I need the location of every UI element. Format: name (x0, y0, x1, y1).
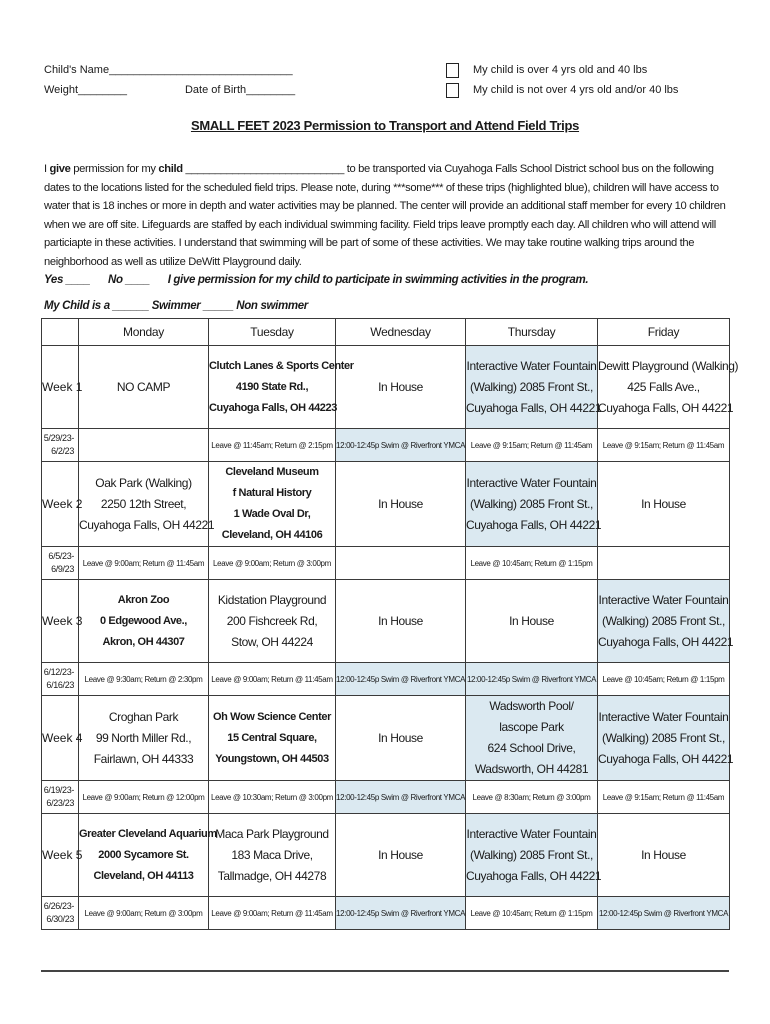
trip-address-line: Cleveland, OH 44113 (93, 869, 194, 882)
trip-location-name: In House (509, 613, 554, 628)
trip-location-name: In House (641, 847, 686, 862)
trip-address-line: Wadsworth, OH 44281 (474, 762, 589, 776)
week-dates (42, 429, 79, 462)
trip-address-line: f Natural History (232, 487, 312, 499)
trip-cell (79, 814, 217, 897)
week-date-line: 6/26/23- (43, 901, 74, 911)
week-row (42, 580, 730, 663)
trip-time: Leave @ 9:00am; Return @ 11:45am (209, 663, 336, 696)
trip-location-name: In House (641, 496, 686, 511)
week-label: Week 5 (42, 814, 79, 897)
trip-address-line: 0 Edgewood Ave., (100, 614, 187, 627)
trip-time (336, 547, 466, 580)
header-wednesday: Wednesday (336, 319, 466, 346)
not-over-4-label: My child is not over 4 yrs old and/or 40 lbs (473, 84, 679, 96)
trip-time: Leave @ 9:00am; Return @ 3:00pm (79, 897, 209, 930)
trip-cell (466, 814, 602, 897)
trip-address-line: 183 Maca Drive, (231, 847, 313, 862)
week-date-line: 6/16/23 (46, 680, 74, 690)
trip-cell (336, 580, 466, 663)
trip-address-line: Tallmadge, OH 44278 (217, 868, 327, 883)
trip-cell (79, 696, 209, 781)
field-trip-schedule-table (41, 318, 739, 930)
week-dates (42, 897, 79, 930)
swimmer-status-line[interactable]: My Child is a ______ Swimmer _____ Non swimmer (44, 300, 308, 312)
over-4-label: My child is over 4 yrs old and 40 lbs (473, 64, 648, 76)
trip-location-name: Cleveland Museum (225, 466, 319, 478)
trip-location-name: Clutch Lanes & Sports Center (209, 359, 354, 372)
trip-address-line: Cleveland, OH 44106 (221, 529, 323, 541)
trip-time: Leave @ 8:30am; Return @ 3:00pm (466, 781, 598, 814)
trip-address-line: (Walking) 2085 Front St., (470, 847, 593, 862)
trip-address-line: 99 North Miller Rd., (95, 730, 192, 745)
trip-address-line: 624 School Drive, (487, 741, 576, 755)
trip-location-name: Oh Wow Science Center (213, 710, 331, 723)
week-row (42, 346, 730, 429)
trip-time: Leave @ 9:00am; Return @ 3:00pm (209, 547, 336, 580)
trip-time: 12:00-12:45p Swim @ Riverfront YMCA (336, 897, 466, 930)
trip-address-line: lascope Park (499, 720, 564, 734)
time-row (42, 897, 730, 930)
time-row (42, 547, 730, 580)
trip-time: 12:00-12:45p Swim @ Riverfront YMCA (598, 897, 730, 930)
permission-paragraph: I give permission for my child ___________________________ to be transported via Cuyahoga Falls School District school bus on the following dates to the locations listed for the scheduled field trips. Please note, during ***some*** of these trips (highlighted blue), children will have access to water that is 18 inches or more in depth and water activities may be planned. The center will provide an additional staff member for every 10 children when we are off site. Lifeguards are staffed by each individual swimming facility. Field trips leave promptly each day. All children who will attend will particiapte in these activities. I understand that swimming will be part of some of these activities. We may take routine walking trips around the neighborhood as well as utilize DeWitt Playground daily. (44, 163, 726, 268)
week-dates (42, 663, 79, 696)
trip-cell (466, 462, 602, 547)
trip-location-name: Interactive Water Fountain (466, 358, 597, 373)
trip-cell (79, 580, 209, 663)
week-date-line: 6/12/23- (43, 667, 74, 677)
trip-time: Leave @ 9:00am; Return @ 11:45am (209, 897, 336, 930)
trip-cell (209, 814, 336, 897)
header-monday: Monday (79, 319, 209, 346)
trip-cell (336, 462, 466, 547)
trip-cell (79, 346, 209, 429)
weight-field[interactable]: Weight________ (44, 84, 127, 96)
trip-cell (79, 462, 215, 547)
trip-cell (598, 462, 730, 547)
trip-time: 12:00-12:45p Swim @ Riverfront YMCA (336, 781, 466, 814)
no-blank[interactable]: No ____ (108, 274, 150, 286)
trip-address-line: Fairlawn, OH 44333 (93, 751, 194, 766)
trip-cell (598, 580, 734, 663)
week-row (42, 462, 730, 547)
trip-address-line: Cuyahoga Falls, OH 44221 (598, 751, 734, 766)
date-of-birth-field[interactable]: Date of Birth________ (184, 84, 296, 96)
trip-address-line: Cuyahoga Falls, OH 44223 (209, 401, 337, 414)
week-date-line: 6/19/23- (43, 785, 74, 795)
trip-cell (466, 346, 602, 429)
trip-cell (336, 696, 466, 781)
page-title: SMALL FEET 2023 Permission to Transport and Attend Field Trips (190, 118, 580, 133)
trip-time: Leave @ 9:30am; Return @ 2:30pm (79, 663, 209, 696)
trip-time: 12:00-12:45p Swim @ Riverfront YMCA (466, 663, 598, 696)
trip-time: Leave @ 9:15am; Return @ 11:45am (598, 781, 730, 814)
trip-location-name: NO CAMP (116, 379, 171, 394)
trip-location-name: Wadsworth Pool/ (489, 699, 574, 713)
not-over-4-checkbox[interactable] (446, 83, 459, 98)
trip-cell (209, 346, 354, 429)
week-label: Week 3 (42, 580, 79, 663)
header-thursday: Thursday (466, 319, 598, 346)
week-date-line: 6/23/23 (46, 798, 74, 808)
trip-location-name: Interactive Water Fountain (598, 709, 729, 724)
trip-location-name: Akron Zoo (117, 593, 170, 606)
week-label: Week 1 (42, 346, 79, 429)
trip-cell (336, 814, 466, 897)
time-row (42, 429, 730, 462)
yes-blank[interactable]: Yes ____ (44, 274, 91, 286)
trip-cell (209, 696, 336, 781)
trip-address-line: Stow, OH 44224 (231, 634, 313, 649)
trip-cell (598, 814, 730, 897)
child-word: child (158, 163, 183, 175)
age-checkbox-group (446, 60, 678, 100)
trip-location-name: Dewitt Playground (Walking) (598, 358, 739, 373)
trip-address-line: Cuyahoga Falls, OH 44221 (466, 517, 602, 532)
trip-address-line: (Walking) 2085 Front St., (602, 613, 725, 628)
trip-address-line: Cuyahoga Falls, OH 44221 (79, 517, 215, 532)
give-word: give (49, 163, 71, 175)
trip-location-name: Interactive Water Fountain (466, 826, 597, 841)
trip-location-name: In House (378, 496, 423, 511)
trip-address-line: Cuyahoga Falls, OH 44221 (466, 400, 602, 415)
header-blank (42, 319, 79, 346)
trip-address-line: (Walking) 2085 Front St., (602, 730, 725, 745)
trip-time: Leave @ 9:00am; Return @ 11:45am (79, 547, 209, 580)
week-row (42, 814, 730, 897)
trip-location-name: Oak Park (Walking) (95, 475, 192, 490)
trip-time: Leave @ 10:45am; Return @ 1:15pm (466, 547, 598, 580)
child-name-field[interactable]: Child's Name______________________________ (44, 64, 293, 76)
trip-address-line: 1 Wade Oval Dr, (233, 508, 311, 520)
trip-address-line: 4190 State Rd., (235, 380, 309, 393)
trip-location-name: Croghan Park (108, 709, 179, 724)
week-date-line: 6/30/23 (46, 914, 74, 924)
trip-address-line: (Walking) 2085 Front St., (470, 496, 593, 511)
trip-time (598, 547, 730, 580)
week-date-line: 5/29/23- (43, 433, 74, 443)
trip-time: Leave @ 11:45am; Return @ 2:15pm (209, 429, 336, 462)
trip-cell (598, 346, 739, 429)
week-label: Week 4 (42, 696, 79, 781)
trip-address-line: Cuyahoga Falls, OH 44221 (598, 400, 734, 415)
trip-time: 12:00-12:45p Swim @ Riverfront YMCA (336, 429, 466, 462)
trip-cell (209, 580, 336, 663)
time-row (42, 781, 730, 814)
week-date-line: 6/5/23- (48, 551, 74, 561)
week-date-line: 6/2/23 (51, 446, 74, 456)
trip-location-name: Kidstation Playground (217, 592, 327, 607)
over-4-checkbox[interactable] (446, 63, 459, 78)
trip-address-line: 2000 Sycamore St. (98, 848, 189, 861)
week-row (42, 696, 730, 781)
trip-location-name: Interactive Water Fountain (598, 592, 729, 607)
bottom-divider (41, 970, 729, 972)
swim-permission-statement: I give permission for my child to participate in swimming activities in the program. (167, 274, 589, 286)
trip-address-line: (Walking) 2085 Front St., (470, 379, 593, 394)
trip-time: Leave @ 9:00am; Return @ 12:00pm (79, 781, 209, 814)
trip-time: Leave @ 10:30am; Return @ 3:00pm (209, 781, 336, 814)
header-tuesday: Tuesday (209, 319, 336, 346)
trip-time: 12:00-12:45p Swim @ Riverfront YMCA (336, 663, 466, 696)
trip-location-name: In House (378, 379, 423, 394)
week-dates (42, 547, 79, 580)
week-date-line: 6/9/23 (51, 564, 74, 574)
trip-cell (598, 696, 734, 781)
trip-time: Leave @ 10:45am; Return @ 1:15pm (598, 663, 730, 696)
time-row (42, 663, 730, 696)
trip-location-name: In House (378, 613, 423, 628)
trip-cell (336, 346, 466, 429)
header-friday: Friday (598, 319, 730, 346)
child-info-block (44, 60, 295, 100)
trip-location-name: Greater Cleveland Aquarium (79, 827, 217, 840)
swim-permission-line (44, 274, 588, 286)
trip-address-line: Youngstown, OH 44503 (215, 752, 329, 765)
trip-cell (466, 696, 598, 781)
trip-address-line: 200 Fishcreek Rd, (226, 613, 318, 628)
trip-address-line: 2250 12th Street, (100, 496, 187, 511)
trip-address-line: Akron, OH 44307 (102, 635, 185, 648)
trip-location-name: In House (378, 847, 423, 862)
week-dates (42, 781, 79, 814)
week-label: Week 2 (42, 462, 79, 547)
trip-cell (466, 580, 598, 663)
trip-address-line: 15 Central Square, (227, 731, 317, 744)
trip-address-line: 425 Falls Ave., (627, 379, 700, 394)
trip-location-name: Maca Park Playground (215, 826, 329, 841)
trip-address-line: Cuyahoga Falls, OH 44221 (598, 634, 734, 649)
trip-time (79, 429, 209, 462)
trip-location-name: Interactive Water Fountain (466, 475, 597, 490)
trip-time: Leave @ 10:45am; Return @ 1:15pm (466, 897, 598, 930)
table-header-row (42, 319, 730, 346)
trip-location-name: In House (378, 730, 423, 745)
trip-time: Leave @ 9:15am; Return @ 11:45am (466, 429, 598, 462)
trip-cell (209, 462, 336, 547)
trip-time: Leave @ 9:15am; Return @ 11:45am (598, 429, 730, 462)
trip-address-line: Cuyahoga Falls, OH 44221 (466, 868, 602, 883)
